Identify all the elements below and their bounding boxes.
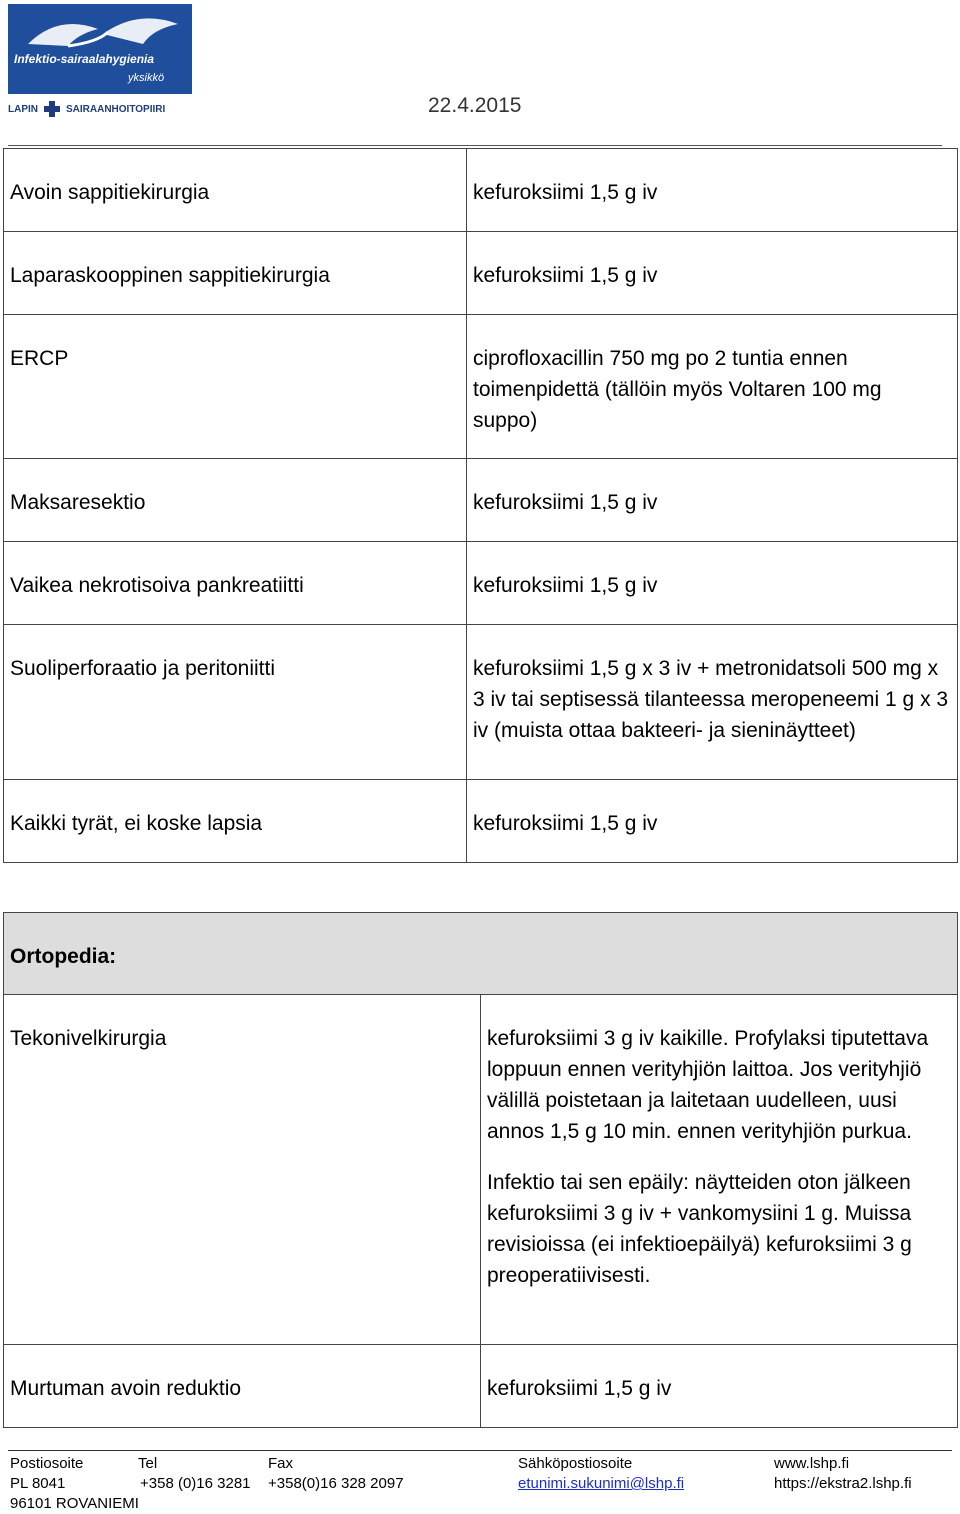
prophylaxis-cell: ciprofloxacillin 750 mg po 2 tuntia ennen toimenpidettä (tällöin myös Voltaren 100 mg suppo) (467, 315, 958, 459)
procedure-cell: Suoliperforaatio ja peritoniitti (4, 625, 467, 780)
footer-divider (8, 1450, 952, 1451)
prophylaxis-table-surgery (3, 148, 958, 863)
table-row (4, 1345, 958, 1428)
postal-line2: 96101 ROVANIEMI (10, 1495, 139, 1512)
prophylaxis-cell: kefuroksiimi 1,5 g x 3 iv + metronidatsoli 500 mg x 3 iv tai septisessä tilanteessa meropeneemi 1 g x 3 iv (muista ottaa bakteeri- ja sieninäytteet) (467, 625, 958, 780)
document-date: 22.4.2015 (428, 94, 522, 117)
prophylaxis-cell: kefuroksiimi 1,5 g iv (467, 542, 958, 625)
section-title: Ortopedia: (4, 913, 958, 995)
procedure-cell: Vaikea nekrotisoiva pankreatiitti (4, 542, 467, 625)
organization-logo (8, 4, 192, 120)
table-row (4, 232, 958, 315)
procedure-cell: ERCP (4, 315, 467, 459)
table-row (4, 315, 958, 459)
web-link[interactable]: https://ekstra2.lshp.fi (774, 1475, 912, 1492)
prophylaxis-cell: kefuroksiimi 1,5 g iv (467, 780, 958, 863)
prophylaxis-cell: kefuroksiimi 1,5 g iv (467, 149, 958, 232)
prophylaxis-cell: kefuroksiimi 1,5 g iv (481, 1345, 958, 1428)
table-row (4, 459, 958, 542)
logo-org-right: SAIRAANHOITOPIIRI (66, 103, 166, 115)
email-label: Sähköpostiosoite (518, 1455, 633, 1472)
procedure-cell: Laparaskooppinen sappitiekirurgia (4, 232, 467, 315)
logo-title: Infektio-sairaalahygienia (14, 52, 155, 66)
procedure-cell: Maksaresektio (4, 459, 467, 542)
logo-subtitle: yksikkö (128, 72, 165, 84)
cross-icon (44, 101, 60, 117)
procedure-cell: Tekonivelkirurgia (4, 995, 481, 1345)
procedure-cell: Avoin sappitiekirurgia (4, 149, 467, 232)
fax-label: Fax (268, 1455, 294, 1472)
logo-org-left: LAPIN (8, 103, 38, 115)
table-row (4, 542, 958, 625)
prophylaxis-cell: kefuroksiimi 1,5 g iv (467, 459, 958, 542)
logo-organization (8, 98, 192, 120)
postal-label: Postiosoite (10, 1455, 84, 1472)
swans-icon (8, 4, 192, 94)
fax-value: +358(0)16 328 2097 (268, 1475, 404, 1492)
procedure-cell: Kaikki tyrät, ei koske lapsia (4, 780, 467, 863)
header-divider (8, 145, 942, 146)
prophylaxis-cell: kefuroksiimi 1,5 g iv (467, 232, 958, 315)
section-header-row (4, 913, 958, 995)
prophylaxis-paragraph: kefuroksiimi 3 g iv kaikille. Profylaksi tiputettava loppuun ennen verityhjiön laittoa. Jos verityhjiö välillä poistetaan ja laitetaan uudelleen, uusi annos 1,5 g 10 min. ennen verityhjiön purkua. (487, 1027, 929, 1143)
prophylaxis-table-orthopedics (3, 912, 958, 1428)
table-row (4, 149, 958, 232)
tel-label: Tel (138, 1455, 158, 1472)
postal-line1: PL 8041 (10, 1475, 66, 1492)
prophylaxis-paragraph: Infektio tai sen epäily: näytteiden oton jälkeen kefuroksiimi 3 g iv + vankomysiini 1 g. Muissa revisioissa (ei infektioepäilyä) kefuroksiimi 3 g preoperatiivisesti. (487, 1171, 912, 1287)
email-link[interactable]: etunimi.sukunimi@lshp.fi (518, 1475, 685, 1492)
prophylaxis-cell (481, 995, 958, 1345)
table-row (4, 995, 958, 1345)
procedure-cell: Murtuman avoin reduktio (4, 1345, 481, 1428)
table-row (4, 780, 958, 863)
tel-value: +358 (0)16 3281 (140, 1475, 251, 1492)
web-label[interactable]: www.lshp.fi (774, 1455, 850, 1472)
table-row (4, 625, 958, 780)
logo-emblem (8, 4, 192, 94)
